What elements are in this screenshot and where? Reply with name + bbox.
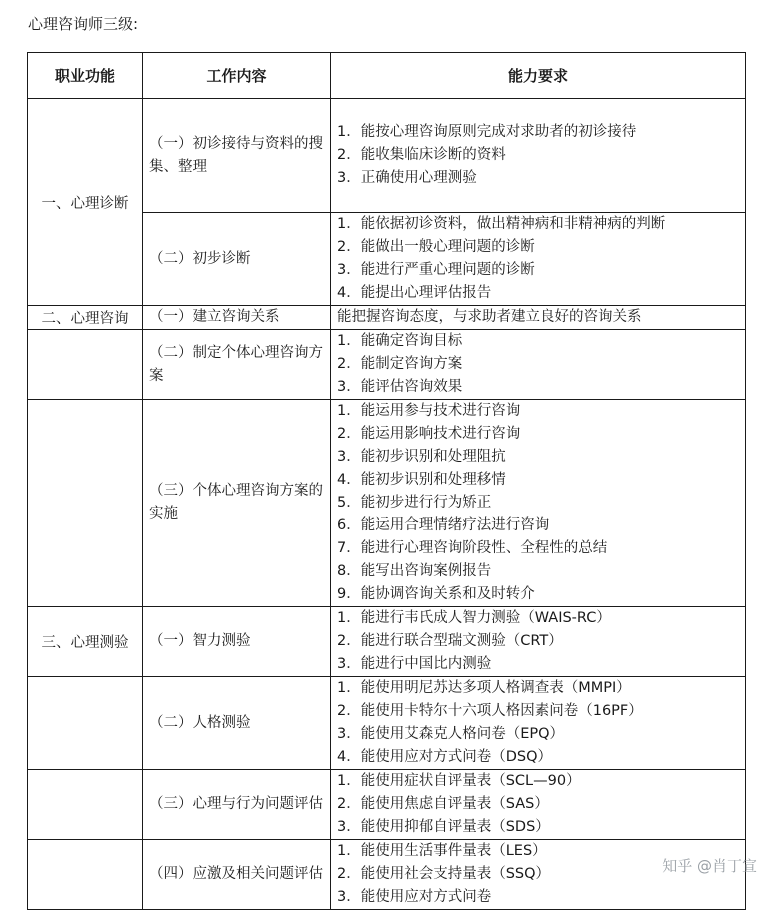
function-cell bbox=[28, 677, 143, 770]
requirement-item: 7．能进行心理咨询阶段性、全程性的总结 bbox=[337, 540, 608, 557]
table-row bbox=[28, 99, 746, 213]
requirement-item: 2．能做出一般心理问题的诊断 bbox=[337, 239, 535, 256]
table-row bbox=[28, 770, 746, 840]
requirement-item: 1．能使用症状自评量表（SCL—90） bbox=[337, 773, 581, 790]
requirement-cell bbox=[331, 330, 746, 400]
requirement-item: 1．能确定咨询目标 bbox=[337, 333, 463, 350]
requirement-item: 2．能使用焦虑自评量表（SAS） bbox=[337, 796, 549, 813]
content-cell: （一）初诊接待与资料的搜集、整理 bbox=[143, 99, 331, 213]
content-cell: （四）应激及相关问题评估 bbox=[143, 840, 331, 910]
requirement-item: 能把握咨询态度，与求助者建立良好的咨询关系 bbox=[337, 309, 642, 326]
content-cell: （二）初步诊断 bbox=[143, 213, 331, 306]
table-row bbox=[28, 330, 746, 400]
requirement-item: 8．能写出咨询案例报告 bbox=[337, 562, 492, 579]
function-cell bbox=[28, 400, 143, 607]
content-cell: （一）建立咨询关系 bbox=[143, 306, 331, 330]
table-row bbox=[28, 677, 746, 770]
requirement-item: 2．能使用卡特尔十六项人格因素问卷（16PF） bbox=[337, 703, 643, 720]
table-row bbox=[28, 306, 746, 330]
requirement-cell bbox=[331, 99, 746, 213]
requirement-item: 1．能依据初诊资料，做出精神病和非精神病的判断 bbox=[337, 216, 666, 233]
requirement-item: 1．能进行韦氏成人智力测验（WAIS-RC） bbox=[337, 610, 611, 627]
requirement-item: 3．能初步识别和处理阻抗 bbox=[337, 449, 506, 465]
content-cell: （二）制定个体心理咨询方案 bbox=[143, 330, 331, 400]
requirement-item: 3．能使用艾森克人格问卷（EPQ） bbox=[337, 726, 565, 742]
requirement-cell bbox=[331, 677, 746, 770]
function-cell bbox=[28, 840, 143, 910]
watermark: 知乎 @肖丁宣 bbox=[662, 857, 757, 875]
header-content: 工作内容 bbox=[143, 53, 331, 99]
requirement-item: 3．能进行严重心理问题的诊断 bbox=[337, 262, 535, 278]
function-cell bbox=[28, 330, 143, 400]
header-requirement: 能力要求 bbox=[331, 53, 746, 99]
page-caption: 心理咨询师三级: bbox=[28, 15, 139, 33]
requirement-item: 2．能进行联合型瑞文测验（CRT） bbox=[337, 633, 563, 650]
requirement-item: 4．能使用应对方式问卷（DSQ） bbox=[337, 748, 553, 765]
function-cell: 三、心理测验 bbox=[28, 607, 143, 677]
requirement-item: 3．能进行中国比内测验 bbox=[337, 655, 492, 672]
requirement-item: 2．能制定咨询方案 bbox=[337, 356, 463, 373]
requirement-item: 2．能收集临床诊断的资料 bbox=[337, 147, 506, 164]
requirement-item: 1．能使用生活事件量表（LES） bbox=[337, 843, 547, 860]
requirement-cell bbox=[331, 306, 746, 330]
requirement-item: 5．能初步进行行为矫正 bbox=[337, 494, 492, 511]
requirement-cell bbox=[331, 770, 746, 840]
requirement-item: 2．能使用社会支持量表（SSQ） bbox=[337, 866, 551, 883]
requirement-item: 2．能运用影响技术进行咨询 bbox=[337, 426, 521, 443]
function-cell: 一、心理诊断 bbox=[28, 99, 143, 306]
content-cell: （三）心理与行为问题评估 bbox=[143, 770, 331, 840]
requirement-item: 3．能评估咨询效果 bbox=[337, 378, 463, 395]
requirement-item: 9．能协调咨询关系和及时转介 bbox=[337, 585, 535, 602]
content-cell: （三）个体心理咨询方案的实施 bbox=[143, 400, 331, 607]
requirement-item: 3．能使用应对方式问卷 bbox=[337, 888, 492, 905]
table-row bbox=[28, 607, 746, 677]
header-function: 职业功能 bbox=[28, 53, 143, 99]
table-header-row bbox=[28, 53, 746, 99]
function-cell bbox=[28, 770, 143, 840]
requirement-item: 4．能提出心理评估报告 bbox=[337, 284, 492, 301]
requirement-item: 1．能按心理咨询原则完成对求助者的初诊接待 bbox=[337, 124, 637, 141]
requirement-cell bbox=[331, 400, 746, 607]
requirement-item: 1．能运用参与技术进行咨询 bbox=[337, 403, 521, 420]
requirement-item: 6．能运用合理情绪疗法进行咨询 bbox=[337, 517, 550, 534]
requirement-item: 1．能使用明尼苏达多项人格调查表（MMPI） bbox=[337, 680, 631, 697]
table-row bbox=[28, 840, 746, 910]
competency-table bbox=[27, 52, 746, 910]
requirement-cell bbox=[331, 213, 746, 306]
requirement-item: 3．正确使用心理测验 bbox=[337, 169, 477, 186]
table-row bbox=[28, 400, 746, 607]
content-cell: （二）人格测验 bbox=[143, 677, 331, 770]
content-cell: （一）智力测验 bbox=[143, 607, 331, 677]
function-cell: 二、心理咨询 bbox=[28, 306, 143, 330]
requirement-item: 3．能使用抑郁自评量表（SDS） bbox=[337, 818, 550, 835]
requirement-cell bbox=[331, 607, 746, 677]
requirement-item: 4．能初步识别和处理移情 bbox=[337, 471, 506, 488]
